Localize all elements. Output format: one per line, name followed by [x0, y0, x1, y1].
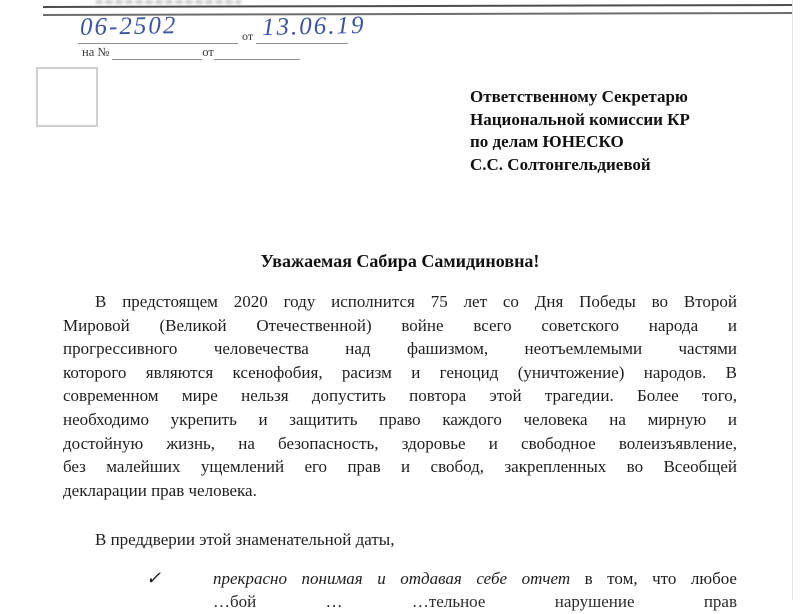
recipient-line: по делам ЮНЕСКО [470, 132, 624, 151]
reply-na-label: на № [82, 45, 110, 59]
bullet-regular-text: в том, что любое [570, 569, 737, 588]
body-paragraph [63, 290, 737, 502]
checkmark-bullet-icon: ✓ [146, 568, 162, 588]
paragraph-line: без малейших ущемлений его прав и свобод, закрепленных во Всеобщей [63, 457, 737, 477]
ref-number-underline [78, 43, 238, 44]
bullet-italic-text: прекрасно понимая и отдавая себе отчет [213, 569, 571, 588]
handwritten-ref-number: 06-2502 [79, 12, 178, 41]
reply-date-blank [214, 47, 300, 60]
recipient-line: Национальной комиссии КР [470, 109, 690, 129]
paragraph-line: достойную жизнь, на безопасность, здоровье и свободное волеизъявление, [63, 433, 737, 453]
paragraph-line: В предстоящем 2020 году исполнится 75 лет со Дня Победы во Второй [95, 292, 737, 311]
recipient-line: С.С. Солтонгельдиевой [470, 154, 651, 174]
scan-edge-artifact [792, 0, 793, 600]
paragraph-line: декларации прав человека. [63, 480, 257, 500]
recipient-address-block [470, 86, 800, 176]
paragraph-line: современном мире нельзя допустить повтора этой трагедии. Более того, [63, 386, 737, 406]
empty-stamp-box [36, 67, 98, 127]
reply-ot-label: от [202, 45, 214, 59]
reply-reference-line [82, 45, 300, 60]
bullet-item-line [213, 567, 737, 591]
letterhead-remnant-smudge [96, 0, 241, 4]
ref-from-label: от [242, 29, 254, 43]
recipient-line: Ответственному Секретарю [470, 87, 688, 106]
handwritten-ref-date: 13.06.19 [261, 11, 366, 42]
paragraph-line: прогрессивного человечества над фашизмом, неотъемлемыми частями [63, 339, 737, 359]
ref-date-underline [256, 43, 348, 44]
cutoff-bottom-line: …бой … …тельное нарушение прав [213, 592, 737, 611]
paragraph-line: которого являются ксенофобия, расизм и геноцид (уничтожение) народов. В [63, 362, 737, 382]
salutation: Уважаемая Сабира Самидиновна! [260, 251, 540, 271]
reply-number-blank [112, 47, 202, 60]
paragraph-line: необходимо укрепить и защитить право каждого человека на мирную и [63, 409, 737, 429]
paragraph-line: Мировой (Великой Отечественной) войне всего советского народа и [63, 315, 737, 335]
pre-list-line: В преддверии этой знаменательной даты, [95, 530, 395, 549]
